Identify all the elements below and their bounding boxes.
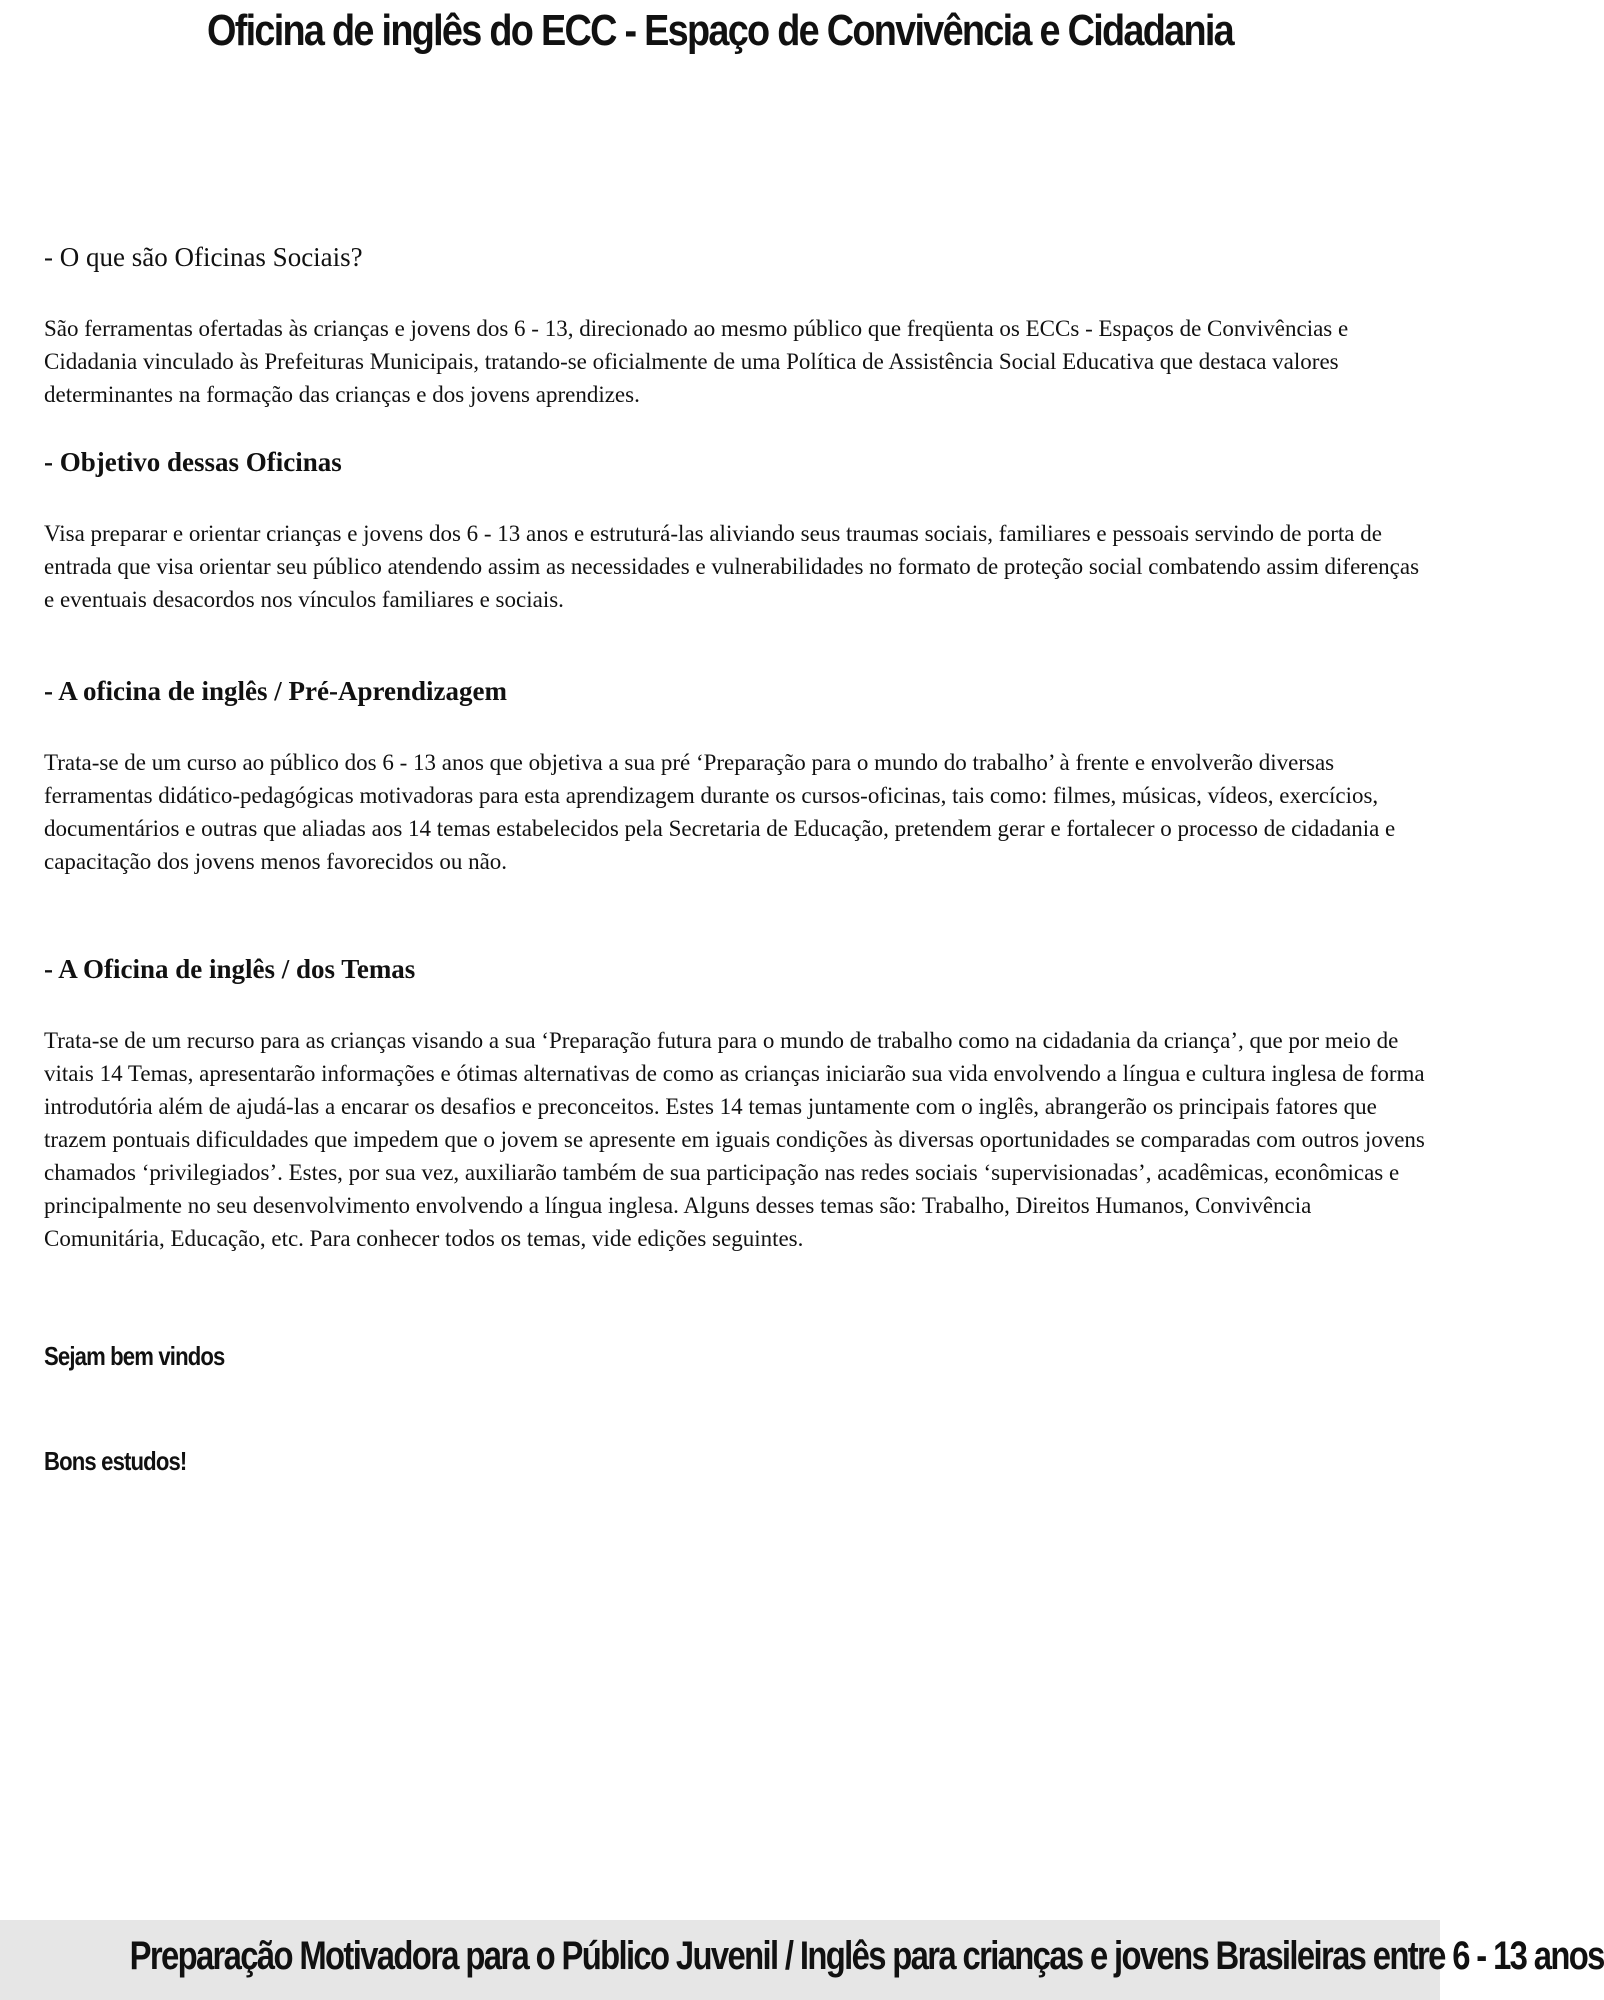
footer-text: Preparação Motivadora para o Público Juvenil / Inglês para crianças e jovens Brasileiras entre 6 - 13 anos <box>129 1934 1604 1978</box>
section-body-objective: Visa preparar e orientar crianças e jovens dos 6 - 13 anos e estruturá-las aliviando seus traumas sociais, familiares e pessoais servindo de porta de entrada que visa orientar seu público atendendo assim as necessidades e vulnerabilidades no formato de proteção social combatendo assim diferenças e eventuais desacordos nos vínculos familiares e sociais. <box>44 521 1420 612</box>
section-heading-themes: - A Oficina de inglês / dos Temas <box>44 954 416 984</box>
closing-welcome: Sejam bem vindos <box>44 1341 225 1371</box>
closing-farewell: Bons estudos! <box>44 1446 187 1476</box>
section-body-pre-learning: Trata-se de um curso ao público dos 6 - 13 anos que objetiva a sua pré ‘Preparação para o mundo do trabalho’ à frente e envolverão diversas ferramentas didático-pedagógicas motivadoras para esta aprendizagem durante os cursos-oficinas, tais como: filmes, músicas, vídeos, exercícios, documentários e outras que aliadas aos 14 temas estabelecidos pela Secretaria de Educação, pretendem gerar e fortalecer o processo de cidadania e capacitação dos jovens menos favorecidos ou não. <box>44 750 1396 874</box>
footer-band <box>0 1920 1604 2000</box>
section-heading-objective: - Objetivo dessas Oficinas <box>44 447 342 477</box>
page-title: Oficina de inglês do ECC - Espaço de Convivência e Cidadania <box>207 6 1233 55</box>
document-body <box>44 240 1426 1477</box>
section-body-what-are-workshops: São ferramentas ofertadas às crianças e jovens dos 6 - 13, direcionado ao mesmo público que freqüenta os ECCs - Espaços de Convivências e Cidadania vinculado às Prefeituras Municipais, tratando-se oficialmente de uma Política de Assistência Social Educativa que destaca valores determinantes na formação das crianças e dos jovens aprendizes. <box>44 316 1349 407</box>
section-heading-what-are-workshops: - O que são Oficinas Sociais? <box>44 242 363 272</box>
section-body-themes: Trata-se de um recurso para as crianças visando a sua ‘Preparação futura para o mundo de trabalho como na cidadania da criança’, que por meio de vitais 14 Temas, apresentarão informações e ótimas alternativas de como as crianças iniciarão sua vida envolvendo a língua e cultura inglesa de forma introdutória além de ajudá-las a encarar os desafios e preconceitos. Estes 14 temas juntamente com o inglês, abrangerão os principais fatores que trazem pontuais dificuldades que impedem que o jovem se apresente em iguais condições às diversas oportunidades se comparadas com outros jovens chamados ‘privilegiados’. Estes, por sua vez, auxiliarão também de sua participação nas redes sociais ‘supervisionadas’, acadêmicas, econômicas e principalmente no seu desenvolvimento envolvendo a língua inglesa. Alguns desses temas são: Trabalho, Direitos Humanos, Convivência Comunitária, Educação, etc. Para conhecer todos os temas, vide edições seguintes. <box>44 1028 1425 1251</box>
section-heading-pre-learning: - A oficina de inglês / Pré-Aprendizagem <box>44 676 507 706</box>
